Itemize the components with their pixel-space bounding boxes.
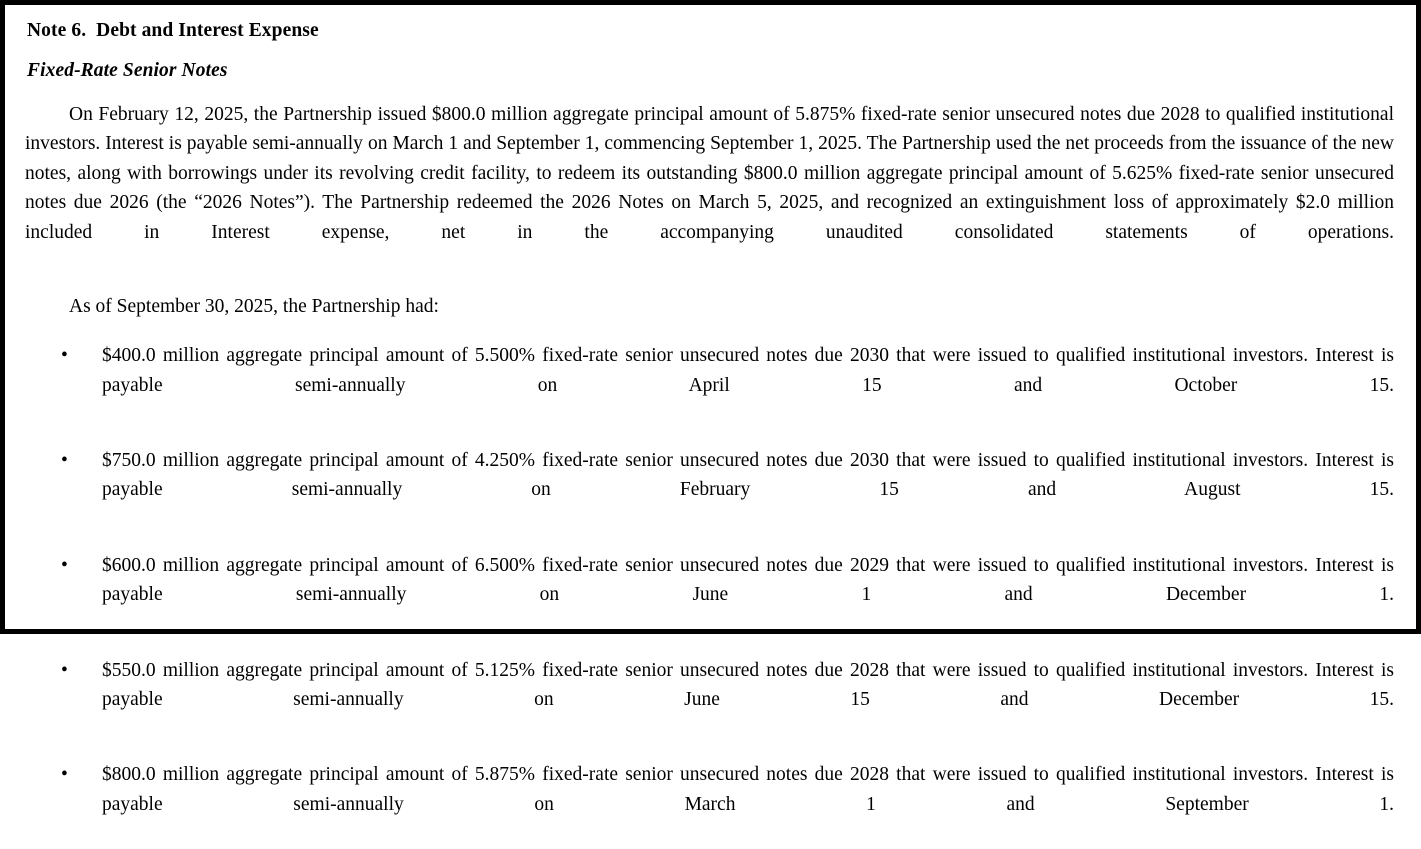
list-item-text: $800.0 million aggregate principal amount of 5.875% fixed-rate senior unsecured notes due 2028 that were issued to qualified institutional investors. Interest is payable semi-annually on March 1 and September 1. [102,764,1394,816]
page-title: Note 6. Debt and Interest Expense [27,20,319,41]
bullet-marker-icon: • [61,449,68,471]
list-item [25,551,1394,640]
list-item [25,341,1394,430]
page-content [5,5,1416,816]
bullet-marker-icon: • [61,659,68,681]
bullet-marker-icon: • [61,554,68,576]
list-item [25,760,1394,849]
list-item-text: $400.0 million aggregate principal amount of 5.500% fixed-rate senior unsecured notes due 2030 that were issued to qualified institutional investors. Interest is payable semi-annually on April 15 and October 15. [102,344,1394,396]
list-item-text: $550.0 million aggregate principal amount of 5.125% fixed-rate senior unsecured notes due 2028 that were issued to qualified institutional investors. Interest is payable semi-annually on June 15 and December 15. [102,659,1394,711]
bullet-marker-icon: • [61,764,68,786]
list-item-text: $750.0 million aggregate principal amount of 4.250% fixed-rate senior unsecured notes due 2030 that were issued to qualified institutional investors. Interest is payable semi-annually on February 15 and August 15. [102,449,1394,501]
section-heading-fixed-rate-senior-notes: Fixed‑Rate Senior Notes [27,59,228,81]
list-item [25,446,1394,535]
list-item [25,656,1394,745]
notes-bullet-list [25,341,1394,849]
bullet-marker-icon: • [61,344,68,366]
list-item-text: $600.0 million aggregate principal amount of 6.500% fixed-rate senior unsecured notes due 2029 that were issued to qualified institutional investors. Interest is payable semi-annually on June 1 and December 1. [102,554,1394,606]
intro-paragraph: On February 12, 2025, the Partnership issued $800.0 million aggregate principal amount of 5.875% fixed-rate senior unsecured notes due 2028 to qualified institutional investors. Interest is payable semi-annually on March 1 and September 1, commencing September 1, 2025. The Partnership used the net proceeds from the issuance of the new notes, along with borrowings under its revolving credit facility, to redeem its outstanding $800.0 million aggregate principal amount of 5.625% fixed-rate senior unsecured notes due 2026 (the “2026 Notes”). The Partnership redeemed the 2026 Notes on March 5, 2025, and recognized an extinguishment loss of approximately $2.0 million included in Interest expense, net in the accompanying unaudited consolidated statements of operations. [25,103,1394,244]
as-of-line: As of September 30, 2025, the Partnership had: [69,296,439,318]
